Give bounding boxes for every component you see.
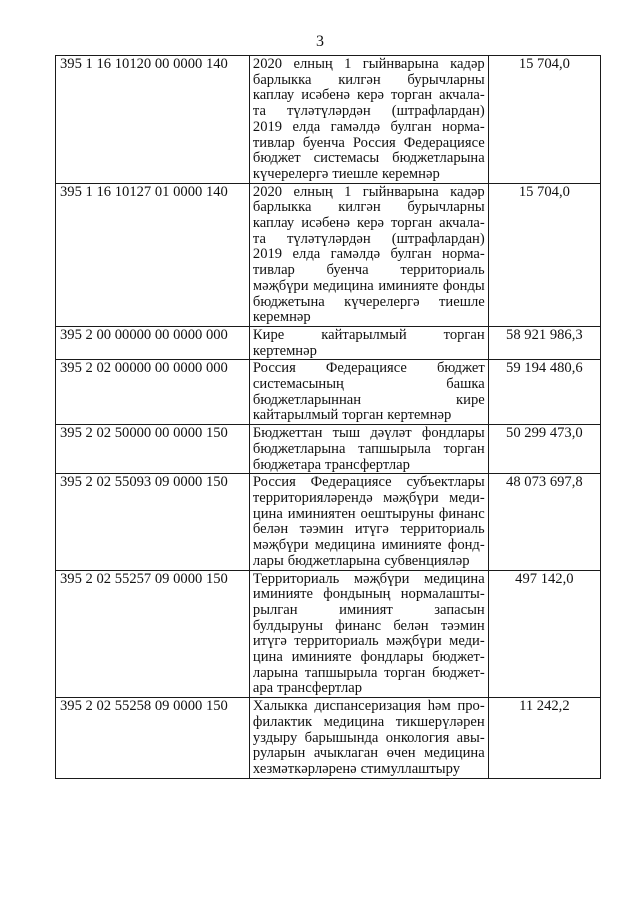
description-line: рылган иминият запасын bbox=[252, 601, 485, 618]
amount-value: 48 073 697,8 bbox=[488, 474, 600, 570]
description-line: цина иминияте фондлары бюджет- bbox=[252, 649, 485, 666]
table-row bbox=[56, 474, 601, 570]
classification-code: 395 2 02 55257 09 0000 150 bbox=[56, 570, 250, 698]
description-line: уздыру барышында онкология авы- bbox=[252, 729, 485, 746]
description-line: тивлар буенча Россия Федерациясе bbox=[252, 134, 485, 151]
classification-code: 395 1 16 10127 01 0000 140 bbox=[56, 183, 250, 326]
classification-code: 395 2 02 50000 00 0000 150 bbox=[56, 425, 250, 474]
amount-value: 58 921 986,3 bbox=[488, 326, 600, 359]
description-line: бюджетара трансфертлар bbox=[252, 456, 410, 473]
table-row bbox=[56, 326, 601, 359]
table-row bbox=[56, 56, 601, 184]
description-line: керемнәр bbox=[252, 309, 311, 326]
description-line: Россия Федерациясе бюджет bbox=[252, 360, 485, 377]
description-line: каплау исәбенә керә торган акчала- bbox=[252, 87, 485, 104]
revenue-description bbox=[249, 425, 488, 474]
description-line: 2020 елның 1 гыйнварына кадәр bbox=[252, 56, 485, 72]
description-line: Халыкка диспансеризация һәм про- bbox=[252, 698, 485, 715]
description-line: хезмәткәрләренә стимуллаштыру bbox=[252, 760, 460, 777]
description-line: кертемнәр bbox=[252, 342, 317, 359]
description-line: булдыруны финанс белән тәэмин bbox=[252, 617, 485, 634]
description-line: филактик медицина тикшерүләрен bbox=[252, 713, 485, 730]
amount-value: 497 142,0 bbox=[488, 570, 600, 698]
classification-code: 395 2 00 00000 00 0000 000 bbox=[56, 326, 250, 359]
revenue-description bbox=[249, 326, 488, 359]
amount-value: 50 299 473,0 bbox=[488, 425, 600, 474]
revenue-description bbox=[249, 474, 488, 570]
revenue-description bbox=[249, 360, 488, 425]
table-row bbox=[56, 183, 601, 326]
description-line: Кире кайтарылмый торган bbox=[252, 326, 485, 343]
description-line: каплау исәбенә керә торган акчала- bbox=[252, 215, 485, 232]
description-line: барлыкка килгән бурычларны bbox=[252, 199, 485, 216]
description-line: руларын ачыклаган өчен медицина bbox=[252, 745, 485, 762]
table-body bbox=[56, 56, 601, 779]
revenue-description bbox=[249, 698, 488, 779]
description-line: бюджетларыннан кире bbox=[252, 391, 485, 408]
description-line: бюджетына күчерелергә тиешле bbox=[252, 293, 485, 310]
table-row bbox=[56, 698, 601, 779]
description-line: 2020 елның 1 гыйнварына кадәр bbox=[252, 183, 485, 200]
description-line: кайтарылмый торган кертемнәр bbox=[252, 407, 452, 424]
classification-code: 395 1 16 10120 00 0000 140 bbox=[56, 56, 250, 184]
description-line: Бюджеттан тыш дәүләт фондлары bbox=[252, 425, 485, 442]
description-line: итүгә территориаль мәҗбүри меди- bbox=[252, 633, 485, 650]
description-line: цина иминиятен оештыруны финанс bbox=[252, 505, 485, 522]
description-line: тивлар буенча территориаль bbox=[252, 262, 485, 279]
amount-value: 15 704,0 bbox=[488, 56, 600, 184]
description-line: 2019 елда гамәлдә булган норма- bbox=[252, 246, 485, 263]
revenue-description bbox=[249, 570, 488, 698]
budget-revenue-table bbox=[55, 55, 601, 779]
description-line: та түләтүләрдән (штрафлардан) bbox=[252, 230, 485, 247]
description-line: территорияләрендә мәҗбүри меди- bbox=[252, 489, 485, 506]
description-line: 2019 елда гамәлдә булган норма- bbox=[252, 118, 485, 135]
description-line: системасының башка bbox=[252, 376, 485, 393]
description-line: барлыкка килгән бурычларны bbox=[252, 71, 485, 88]
description-line: мәҗбүри медицина иминияте фонды bbox=[252, 277, 485, 294]
classification-code: 395 2 02 55093 09 0000 150 bbox=[56, 474, 250, 570]
description-line: ларына тапшырыла торган бюджет- bbox=[252, 664, 485, 681]
table-row bbox=[56, 570, 601, 698]
description-line: белән тәэмин итүгә территориаль bbox=[252, 521, 485, 538]
classification-code: 395 2 02 00000 00 0000 000 bbox=[56, 360, 250, 425]
description-line: күчерелергә тиешле керемнәр bbox=[252, 165, 440, 182]
description-line: иминияте фондының нормалашты- bbox=[252, 586, 485, 603]
table-row bbox=[56, 425, 601, 474]
description-line: мәҗбүри медицина иминияте фонд- bbox=[252, 537, 485, 554]
description-line: бюджет системасы бюджетларына bbox=[252, 150, 485, 167]
revenue-description bbox=[249, 183, 488, 326]
amount-value: 15 704,0 bbox=[488, 183, 600, 326]
description-line: Россия Федерациясе субъектлары bbox=[252, 474, 485, 491]
revenue-description bbox=[249, 56, 488, 184]
page-number: 3 bbox=[316, 33, 324, 50]
amount-value: 59 194 480,6 bbox=[488, 360, 600, 425]
description-line: бюджетларына тапшырыла торган bbox=[252, 440, 485, 457]
description-line: Территориаль мәҗбүри медицина bbox=[252, 570, 485, 587]
table-row bbox=[56, 360, 601, 425]
amount-value: 11 242,2 bbox=[488, 698, 600, 779]
description-line: ара трансфертлар bbox=[252, 680, 363, 697]
classification-code: 395 2 02 55258 09 0000 150 bbox=[56, 698, 250, 779]
description-line: лары бюджетларына субвенцияләр bbox=[252, 552, 470, 569]
description-line: та түләтүләрдән (штрафлардан) bbox=[252, 103, 485, 120]
